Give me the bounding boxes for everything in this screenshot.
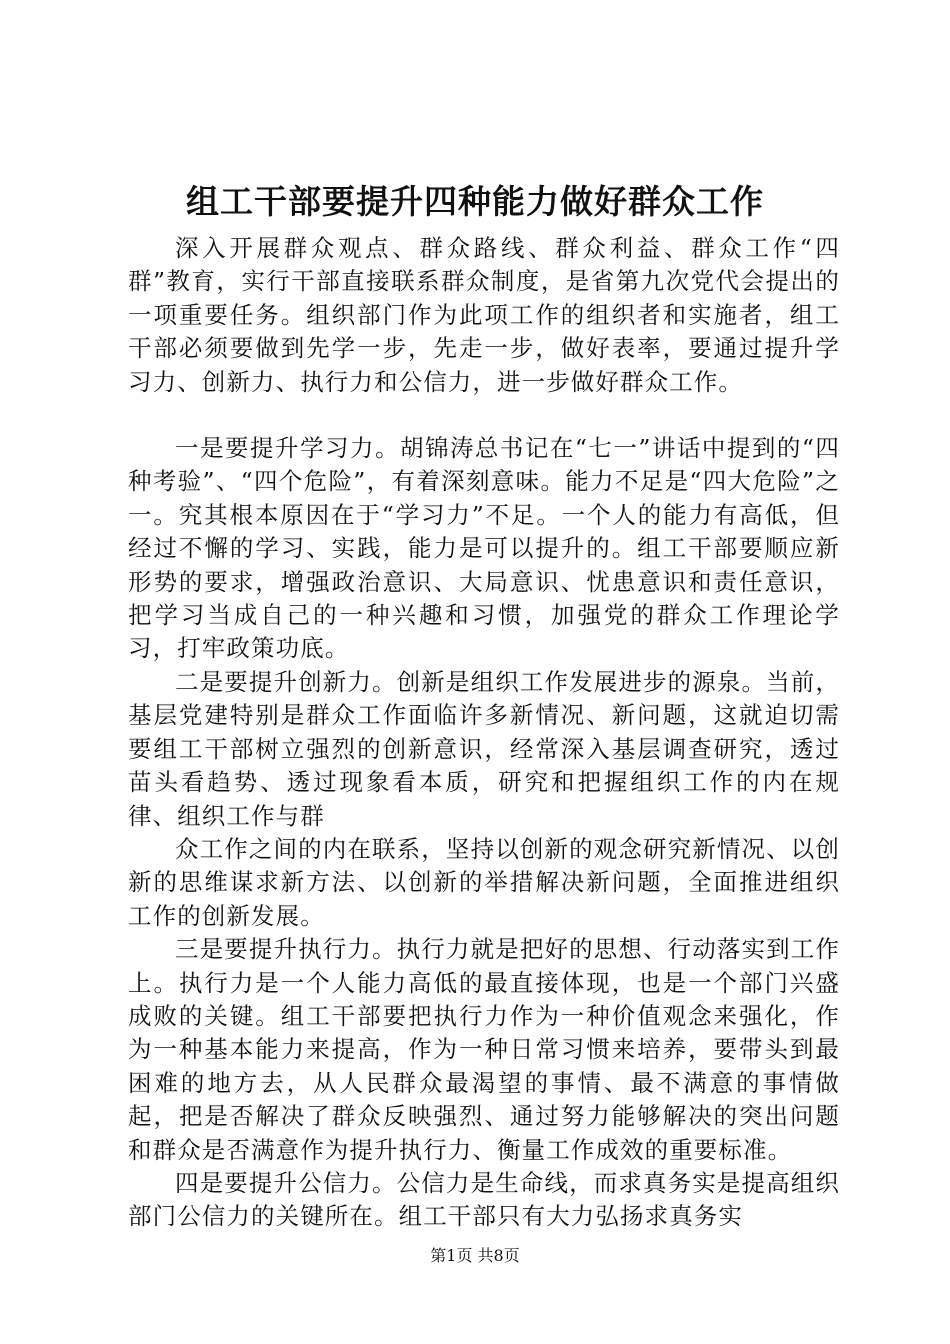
- document-title: 组工干部要提升四种能力做好群众工作: [186, 182, 764, 221]
- paragraph-gap: [128, 399, 840, 432]
- page-footer: 第1页 共8页: [430, 1246, 520, 1265]
- paragraph-innovation-cont: 众工作之间的内在联系，坚持以创新的观念研究新情况、以创新的思维谋求新方法、以创新的举措解决新问题，全面推进组织工作的创新发展。: [128, 834, 840, 930]
- paragraph-learning: 一是要提升学习力。胡锦涛总书记在“七一”讲话中提到的“四种考验”、“四个危险”，有着深刻意味。能力不足是“四大危险”之一。究其根本原因在于“学习力”不足。一个人的能力有高低，但经过不懈的学习、实践，能力是可以提升的。组工干部要顺应新形势的要求，增强政治意识、大局意识、忧患意识和责任意识，把学习当成自己的一种兴趣和习惯，加强党的群众工作理论学习，打牢政策功底。: [128, 434, 840, 663]
- paragraph-intro: 深入开展群众观点、群众路线、群众利益、群众工作“四群”教育，实行干部直接联系群众制度，是省第九次党代会提出的一项重要任务。组织部门作为此项工作的组织者和实施者，组工干部必须要做到先学一步，先走一步，做好表率，要通过提升学习力、创新力、执行力和公信力，进一步做好群众工作。: [128, 234, 840, 396]
- paragraph-execution: 三是要提升执行力。执行力就是把好的思想、行动落实到工作上。执行力是一个人能力高低的最直接体现，也是一个部门兴盛成败的关键。组工干部要把执行力作为一种价值观念来强化，作为一种基本能力来提高，作为一种日常习惯来培养，要带头到最困难的地方去，从人民群众最渴望的事情、最不满意的事情做起，把是否解决了群众反映强烈、通过努力能够解决的突出问题和群众是否满意作为提升执行力、衡量工作成效的重要标准。: [128, 935, 840, 1164]
- paragraph-innovation: 二是要提升创新力。创新是组织工作发展进步的源泉。当前，基层党建特别是群众工作面临许多新情况、新问题，这就迫切需要组工干部树立强烈的创新意识，经常深入基层调查研究，透过苗头看趋势、透过现象看本质，研究和把握组织工作的内在规律、组织工作与群: [128, 667, 840, 830]
- paragraph-credibility: 四是要提升公信力。公信力是生命线，而求真务实是提高组织部门公信力的关键所在。组工干部只有大力弘扬求真务实: [128, 1168, 840, 1231]
- document-body: [128, 232, 840, 1234]
